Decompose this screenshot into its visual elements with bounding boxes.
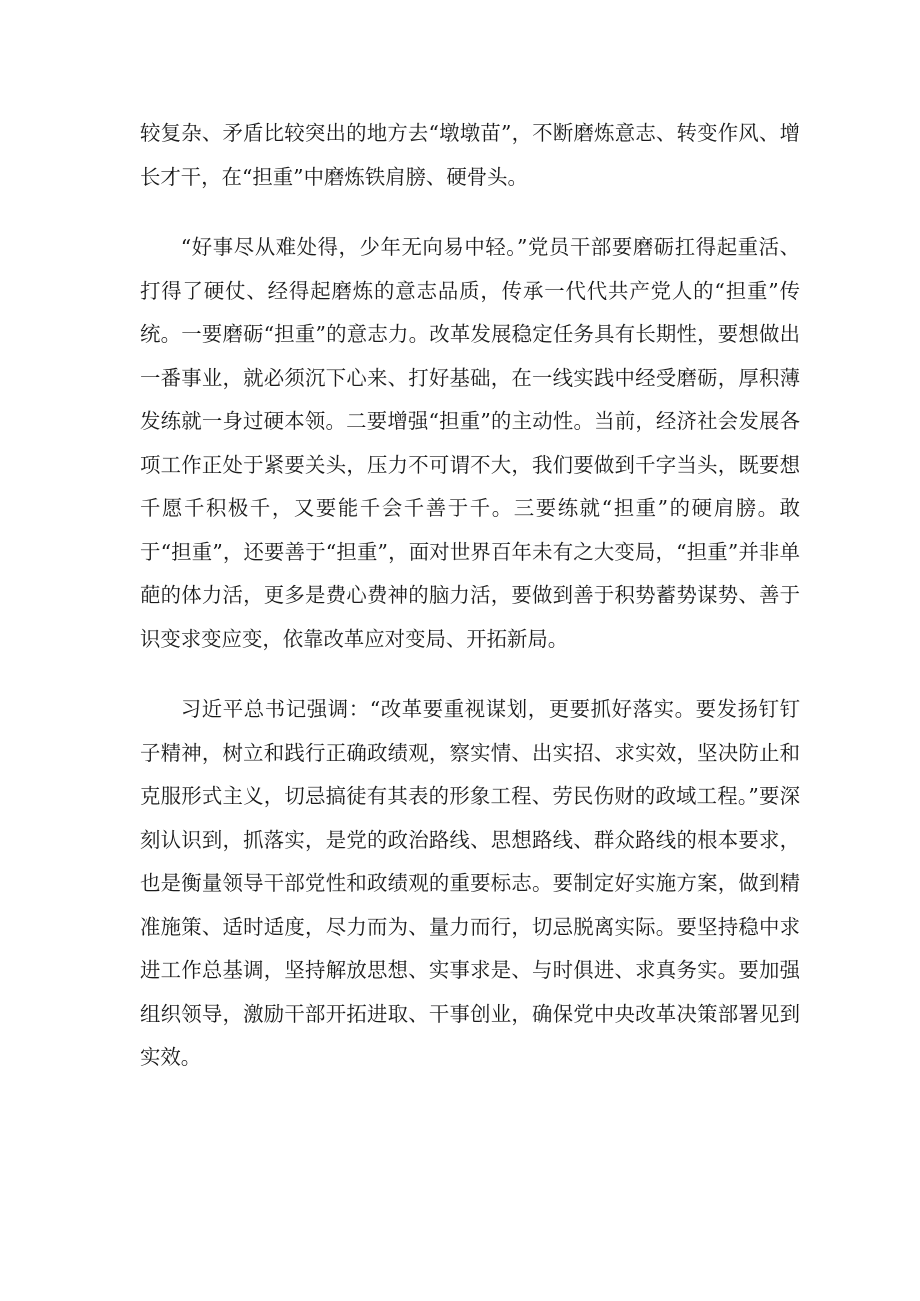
document-page	[140, 112, 800, 1080]
paragraph-bear-burden: “好事尽从难处得，少年无向易中轻。”党员干部要磨砺扛得起重活、打得了硬仗、经得起磨炼的意志品质，传承一代代共产党人的“担重”传统。一要磨砺“担重”的意志力。改革发展稳定任务具有长期性，要想做出一番事业，就必须沉下心来、打好基础，在一线实践中经受磨砺，厚积薄发练就一身过硬本领。二要增强“担重”的主动性。当前，经济社会发展各项工作正处于紧要关头，压力不可谓不大，我们要做到千字当头，既要想千愿千积极千，又要能千会千善于千。三要练就“担重”的硬肩膀。敢于“担重”，还要善于“担重”，面对世界百年未有之大变局，“担重”并非单葩的体力活，更多是费心费神的脑力活，要做到善于积势蓄势谋势、善于识变求变应变，依靠改革应对变局、开拓新局。	[140, 235, 800, 651]
paragraph-implementation: 习近平总书记强调：“改革要重视谋划，更要抓好落实。要发扬钉钉子精神，树立和践行正确政绩观，察实情、出实招、求实效，坚决防止和克服形式主义，切忌搞徒有其表的形象工程、劳民伤财的政域工程。”要深刻认识到，抓落实，是党的政治路线、思想路线、群众路线的根本要求，也是衡量领导干部党性和政绩观的重要标志。要制定好实施方案，做到精准施策、适时适度，尽力而为、量力而行，切忌脱离实际。要坚持稳中求进工作总基调，坚持解放思想、实事求是、与时俱进、求真务实。要加强组织领导，激励干部开拓进取、干事创业，确保党中央改革决策部署见到实效。	[140, 697, 800, 1069]
paragraph-continuation: 较复杂、矛盾比较突出的地方去“墩墩苗”，不断磨炼意志、转变作风、增长才干，在“担重”中磨炼铁肩膀、硬骨头。	[140, 121, 800, 189]
